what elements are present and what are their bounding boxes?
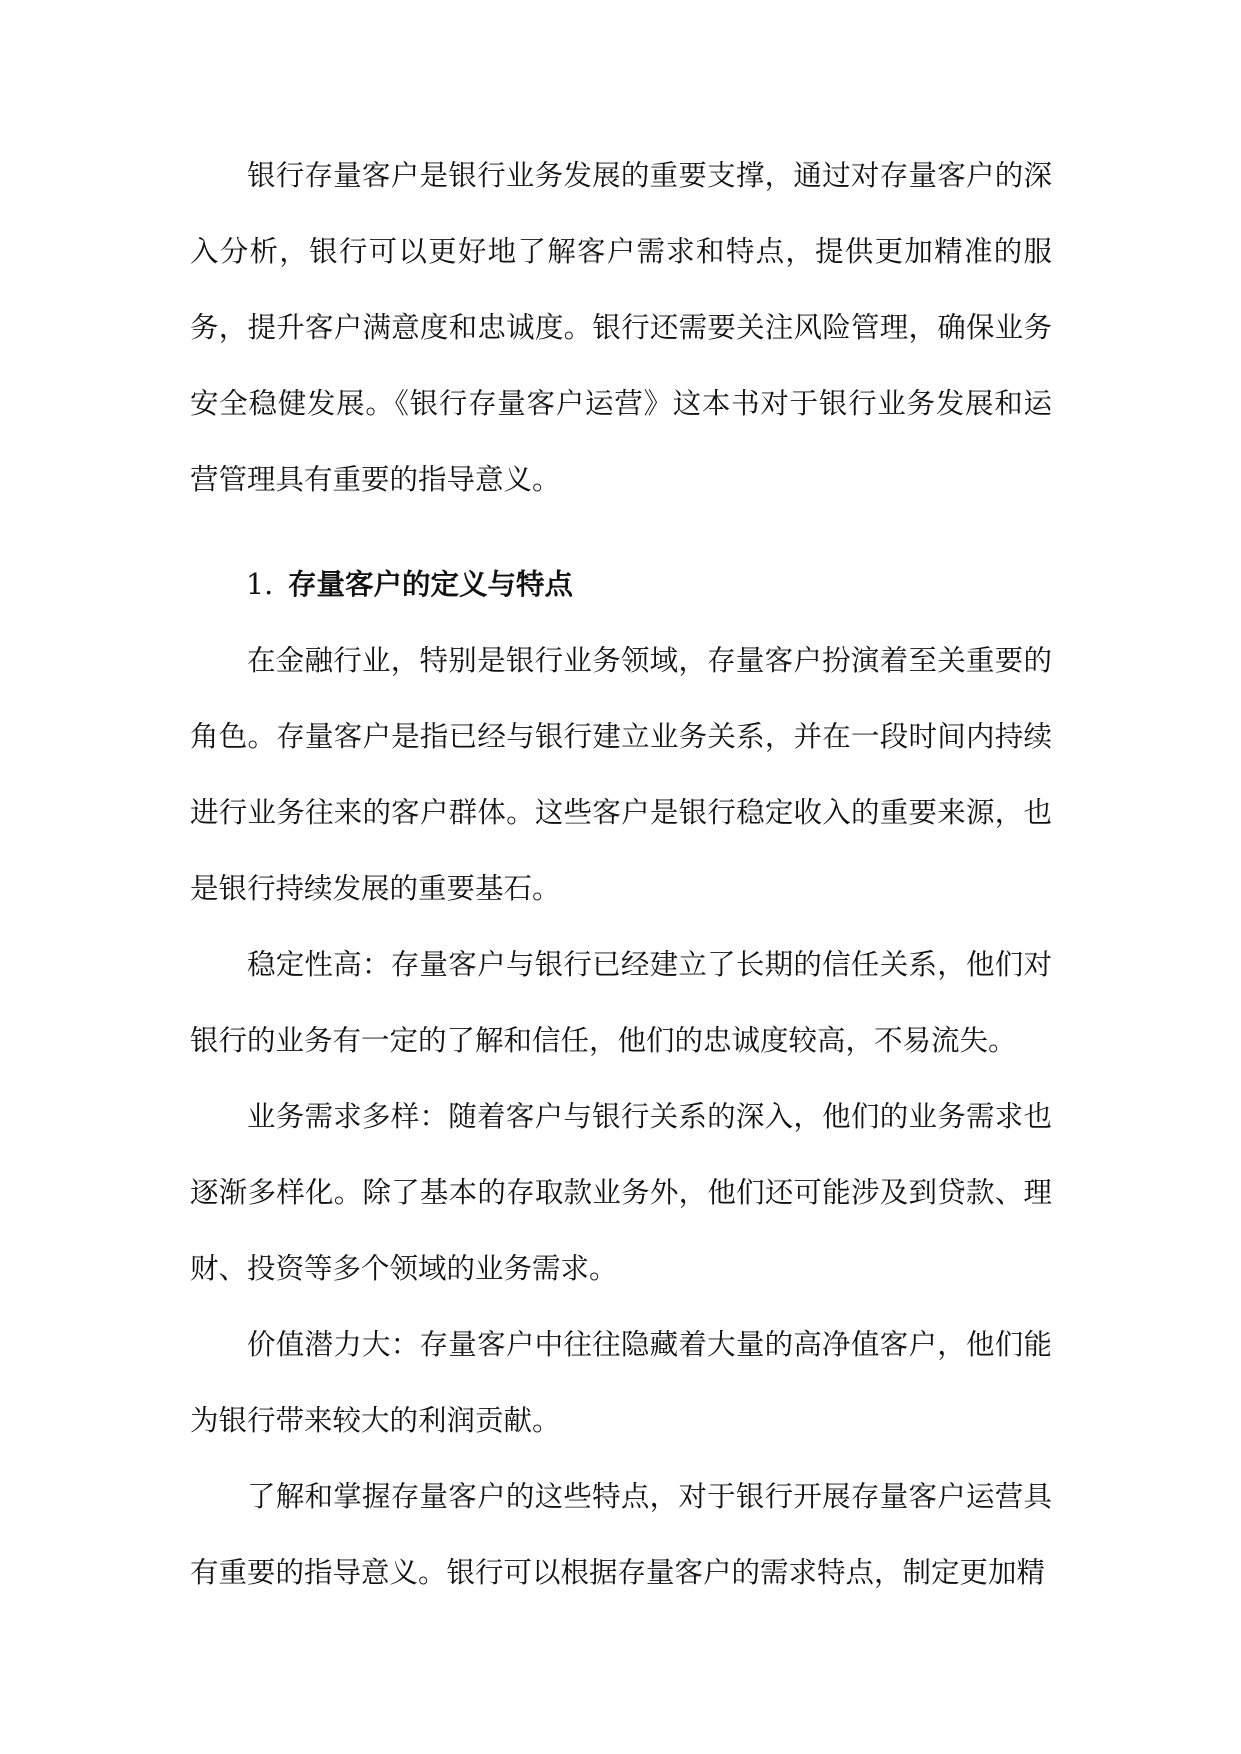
section-number: 1. — [246, 568, 274, 601]
section-paragraph-conclusion: 了解和掌握存量客户的这些特点，对于银行开展存量客户运营具有重要的指导意义。银行可以根据存量客户的需求特点，制定更加精 — [190, 1480, 1052, 1589]
document-page — [190, 138, 1052, 1611]
section-paragraph-diverse-needs: 业务需求多样：随着客户与银行关系的深入，他们的业务需求也逐渐多样化。除了基本的存取款业务外，他们还可能涉及到贷款、理财、投资等多个领域的业务需求。 — [190, 1100, 1052, 1285]
section-paragraph-value-potential: 价值潜力大：存量客户中往往隐藏着大量的高净值客户，他们能为银行带来较大的利润贡献。 — [190, 1328, 1052, 1437]
intro-paragraph: 银行存量客户是银行业务发展的重要支撑，通过对存量客户的深入分析，银行可以更好地了解客户需求和特点，提供更加精准的服务，提升客户满意度和忠诚度。银行还需要关注风险管理，确保业务安全稳健发展。《银行存量客户运营》这本书对于银行业务发展和运营管理具有重要的指导意义。 — [190, 159, 1052, 496]
section-heading — [190, 546, 1052, 623]
section-title: 存量客户的定义与特点 — [288, 567, 574, 601]
section-paragraph-stability: 稳定性高：存量客户与银行已经建立了长期的信任关系，他们对银行的业务有一定的了解和信任，他们的忠诚度较高，不易流失。 — [190, 948, 1052, 1057]
section-paragraph-definition: 在金融行业，特别是银行业务领域，存量客户扮演着至关重要的角色。存量客户是指已经与银行建立业务关系，并在一段时间内持续进行业务往来的客户群体。这些客户是银行稳定收入的重要来源，也是银行持续发展的重要基石。 — [190, 644, 1052, 905]
